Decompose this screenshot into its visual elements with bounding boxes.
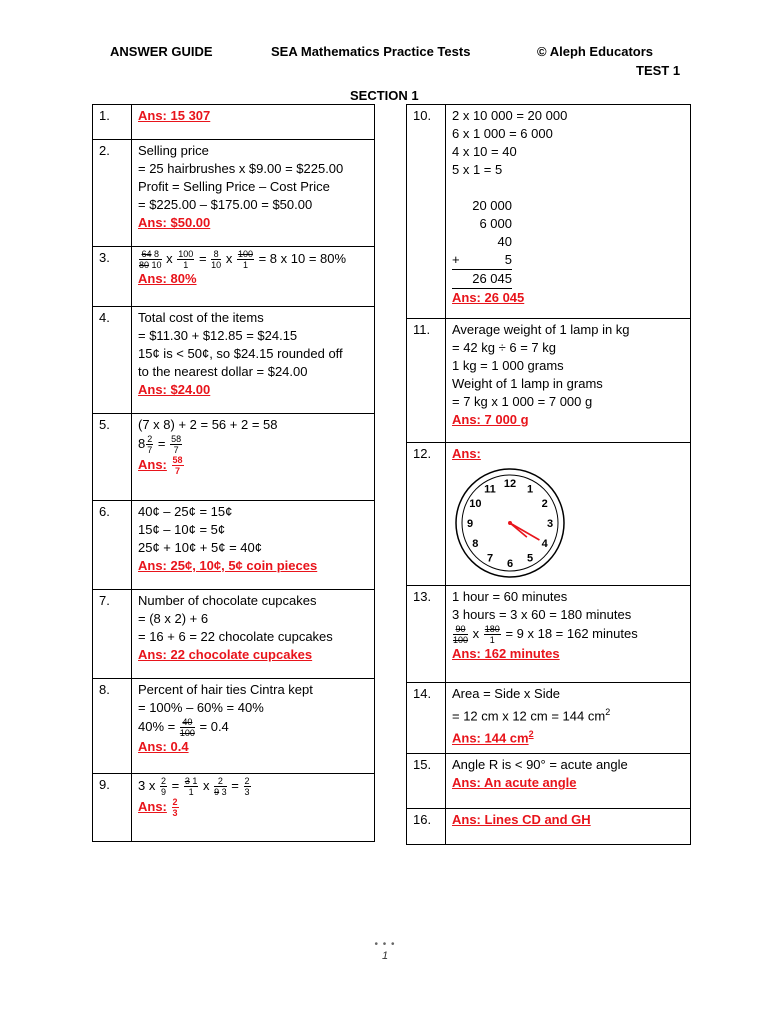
page-footer: [370, 940, 400, 962]
answer-cell: [132, 414, 375, 501]
question-number: 10.: [407, 105, 446, 319]
clock-numeral: 8: [472, 538, 479, 550]
question-number: 4.: [93, 307, 132, 414]
fraction: $\frac{100}{1}$: [237, 249, 253, 270]
clock-numeral: 1: [526, 483, 534, 496]
answer-text: Ans: 22 chocolate cupcakes: [138, 647, 313, 662]
answer-text: Ans: $24.00: [138, 382, 211, 397]
plus-sign: +: [452, 252, 460, 267]
working-line: = (8 x 2) + 6: [138, 611, 209, 626]
fraction: $\frac{180}{1}$: [484, 624, 500, 645]
answer-text: Ans: 162 minutes: [452, 646, 560, 661]
sum-total: 26 045: [452, 270, 512, 289]
answer-table-right: [406, 104, 691, 845]
question-number: 3.: [93, 247, 132, 307]
working-line: = $11.30 + $12.85 = $24.15: [138, 328, 298, 343]
answer-text: Ans: 7 000 g: [452, 412, 529, 427]
answer-cell: [132, 307, 375, 414]
question-number: 7.: [93, 590, 132, 679]
working-line: = 7 kg x 1 000 = 7 000 g: [452, 394, 593, 409]
working-line: = 42 kg ÷ 6 = 7 kg: [452, 340, 556, 355]
clock-numeral: 7: [486, 552, 494, 565]
answer-row-1: [93, 105, 375, 140]
working-line: Number of chocolate cupcakes: [138, 593, 317, 608]
working-line: Percent of hair ties Cintra kept: [138, 682, 313, 697]
answer-fraction: $\frac{58}{7}$: [172, 455, 183, 476]
answer-row-5: [93, 414, 375, 501]
addition-column: 20 000 6 000 40 + 5 26 045: [452, 197, 512, 289]
answer-text: Ans: Lines CD and GH: [452, 812, 591, 827]
answer-text: Ans: 0.4: [138, 739, 189, 754]
header-test: TEST 1: [636, 63, 681, 78]
question-number: 6.: [93, 501, 132, 590]
answer-line: [138, 797, 368, 818]
working-line: = 100% – 60% = 40%: [138, 700, 264, 715]
question-number: 9.: [93, 774, 132, 842]
working-line: 3 hours = 3 x 60 = 180 minutes: [452, 607, 632, 622]
answer-table-left: [92, 104, 375, 842]
answer-row-10: [407, 105, 691, 319]
working-line: Weight of 1 lamp in grams: [452, 376, 603, 391]
answer-cell: [446, 319, 691, 443]
answer-row-3: [93, 247, 375, 307]
answer-text: Ans: 144 cm: [452, 730, 529, 746]
answer-cell: [446, 443, 691, 586]
answer-row-11: [407, 319, 691, 443]
answer-line: [138, 455, 368, 476]
fraction: $\frac{2}{3}$: [244, 776, 250, 797]
answer-cell: [446, 754, 691, 809]
working-line: = 12 cm x 12 cm = 144 $cm^2$: [452, 707, 611, 724]
answer-cell: [446, 809, 691, 845]
question-number: 5.: [93, 414, 132, 501]
fraction: $\frac{100}{1}$: [178, 249, 194, 270]
working-line: Selling price: [138, 143, 209, 158]
question-number: 1.: [93, 105, 132, 140]
working-line: Area = Side x Side: [452, 686, 561, 701]
working-line: $\frac{64 8}{80 10}$ x $\frac{100}{1}$ = $\frac{8}{10}$ x $\frac{100}{1}$ = 8 x 10 = 80%: [139, 249, 347, 270]
clock-numeral: 12: [503, 478, 517, 490]
answer-cell: [446, 586, 691, 683]
clock-icon: [454, 467, 566, 579]
working-line: 1 kg = 1 000 grams: [452, 358, 564, 373]
fraction: $\frac{40}{100}$: [179, 717, 195, 738]
question-number: 11.: [407, 319, 446, 443]
question-number: 16.: [407, 809, 446, 845]
clock-numeral: 11: [484, 483, 496, 496]
working-line: = $225.00 – $175.00 = $50.00: [138, 197, 313, 212]
clock-numeral: 10: [469, 498, 482, 510]
answer-row-6: [93, 501, 375, 590]
clock-numeral: 2: [541, 498, 548, 510]
answer-cell: [132, 774, 375, 842]
answer-text: Ans: 15 307: [138, 108, 211, 123]
clock-numeral: 4: [541, 538, 548, 550]
answer-text: Ans:: [138, 798, 167, 814]
answer-text: Ans: 80%: [138, 271, 197, 286]
working-line: 5 x 1 = 5: [452, 162, 503, 177]
answer-row-9: [93, 774, 375, 842]
question-number: 14.: [407, 683, 446, 754]
clock-numeral: 6: [506, 558, 514, 570]
page-number: 1: [381, 950, 389, 962]
header-title: SEA Mathematics Practice Tests: [271, 44, 471, 59]
answer-text: Ans: $50.00: [138, 215, 211, 230]
answer-row-14: [407, 683, 691, 754]
working-line: (7 x 8) + 2 = 56 + 2 = 58: [138, 417, 278, 432]
answer-row-13: [407, 586, 691, 683]
footer-dots: • • •: [374, 939, 396, 950]
fraction: $\frac{90}{100}$: [453, 624, 469, 645]
working-line: Average weight of 1 lamp in kg: [452, 322, 630, 337]
clock-numeral: 3: [546, 518, 554, 530]
working-line: 40% = $\frac{40}{100}$ = 0.4: [138, 717, 229, 738]
clock-numeral: 5: [526, 552, 534, 565]
answer-text: Ans:: [452, 446, 481, 461]
answer-cell: [132, 105, 375, 140]
question-number: 12.: [407, 443, 446, 586]
fraction-cancelled: $\frac{64 8}{80 10}$: [139, 249, 162, 270]
working-line: Angle R is < 90° = acute angle: [452, 757, 628, 772]
answer-cell: [446, 105, 691, 319]
clock-numeral: 9: [466, 518, 474, 530]
working-line: = 16 + 6 = 22 chocolate cupcakes: [138, 629, 333, 644]
answer-cell: [132, 247, 375, 307]
answer-row-2: [93, 140, 375, 247]
question-number: 8.: [93, 679, 132, 774]
answer-text: Ans: 25¢, 10¢, 5¢ coin pieces: [138, 558, 318, 573]
answer-fraction: $\frac{2}{3}$: [172, 797, 178, 818]
fraction-cancelled: $\frac{3 1}{1}$: [184, 776, 198, 797]
fraction: $\frac{2}{7}$: [147, 434, 153, 455]
answer-row-12: [407, 443, 691, 586]
answer-cell: [132, 679, 375, 774]
answer-row-15: [407, 754, 691, 809]
working-line: 40¢ – 25¢ = 15¢: [138, 504, 233, 519]
working-line: 15¢ is < 50¢, so $24.15 rounded off: [138, 346, 343, 361]
working-line: 1 hour = 60 minutes: [452, 589, 568, 604]
header-answer-guide: ANSWER GUIDE: [110, 44, 213, 59]
working-line: 3 x $\frac{2}{9}$ = $\frac{3 1}{1}$ x $\frac{2}{9 3}$ = $\frac{2}{3}$: [138, 776, 250, 797]
fraction: $\frac{8}{10}$: [211, 249, 222, 270]
answer-text: Ans:: [138, 456, 167, 472]
working-line: 8 $\frac{2}{7}$ = $\frac{58}{7}$: [138, 434, 182, 455]
section-title: SECTION 1: [350, 88, 419, 103]
answer-line: Ans: 144 $cm^2$: [452, 729, 534, 746]
working-line: 15¢ – 10¢ = 5¢: [138, 522, 226, 537]
working-line: 25¢ + 10¢ + 5¢ = 40¢: [138, 540, 262, 555]
answer-row-8: [93, 679, 375, 774]
working-line: 4 x 10 = 40: [452, 144, 517, 159]
working-line: to the nearest dollar = $24.00: [138, 364, 308, 379]
answer-text: Ans: 26 045: [452, 290, 525, 305]
fraction-cancelled: $\frac{2}{9 3}$: [214, 776, 227, 797]
working-line: 6 x 1 000 = 6 000: [452, 126, 553, 141]
working-line: = 25 hairbrushes x $9.00 = $225.00: [138, 161, 344, 176]
clock-center: [508, 521, 512, 525]
question-number: 15.: [407, 754, 446, 809]
question-number: 13.: [407, 586, 446, 683]
working-line: Total cost of the items: [138, 310, 264, 325]
answer-row-16: [407, 809, 691, 845]
answer-row-7: [93, 590, 375, 679]
answer-row-4: [93, 307, 375, 414]
working-line: 2 x 10 000 = 20 000: [452, 108, 568, 123]
header-publisher: © Aleph Educators: [537, 44, 654, 59]
answer-cell: [446, 683, 691, 754]
working-line: $\frac{90}{100}$ x $\frac{180}{1}$ = 9 x 18 = 162 minutes: [453, 624, 638, 645]
fraction: $\frac{58}{7}$: [171, 434, 182, 455]
fraction: $\frac{2}{9}$: [160, 776, 166, 797]
answer-cell: [132, 590, 375, 679]
answer-text: Ans: An acute angle: [452, 775, 577, 790]
working-line: Profit = Selling Price – Cost Price: [138, 179, 330, 194]
answer-cell: [132, 140, 375, 247]
answer-cell: [132, 501, 375, 590]
question-number: 2.: [93, 140, 132, 247]
